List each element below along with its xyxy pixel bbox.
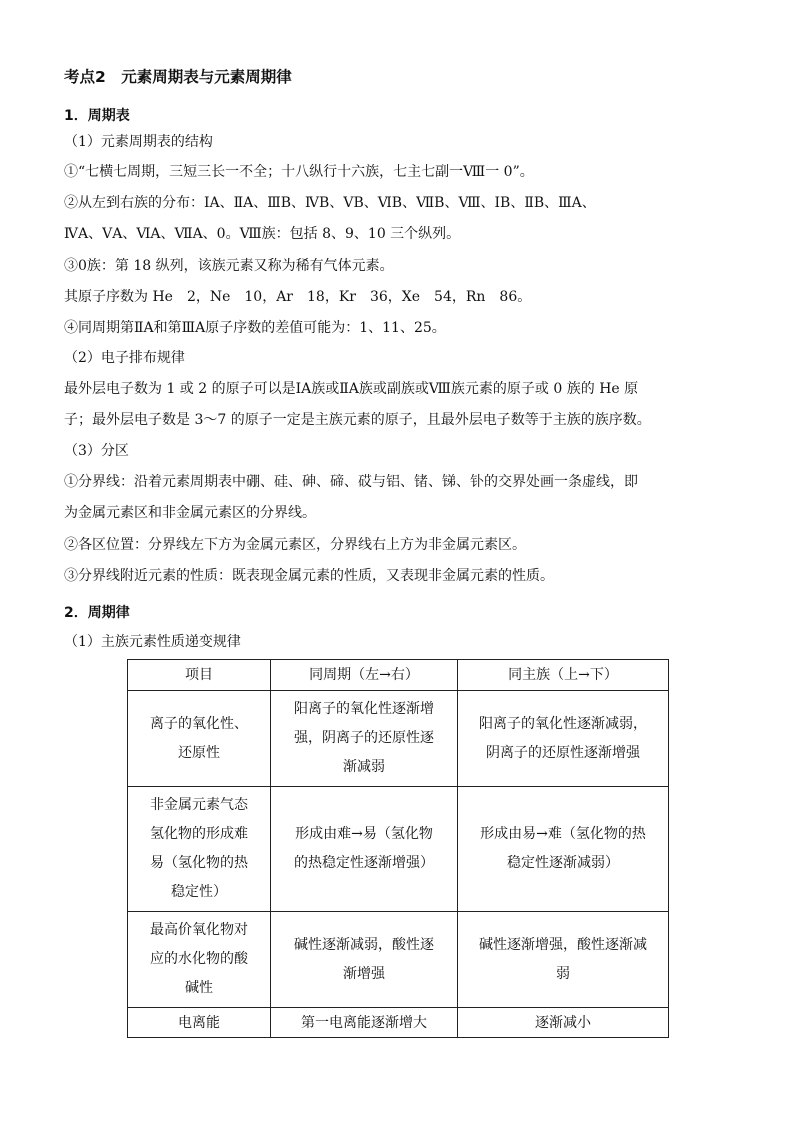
cell-period	[271, 691, 458, 787]
cell-line: 强，阴离子的还原性逐	[294, 730, 434, 746]
paragraph: ②从左到右族的分布：ⅠA、ⅡA、ⅢB、ⅣB、ⅤB、ⅥB、ⅦB、Ⅷ、ⅠB、ⅡB、ⅢA、	[64, 195, 596, 211]
cell-group	[458, 691, 669, 787]
heading-periodic-table: 1．周期表	[64, 108, 130, 124]
cell-item	[128, 1008, 271, 1038]
section-title: 考点2 元素周期表与元素周期律	[64, 68, 292, 86]
cell-line: 还原性	[178, 744, 220, 761]
cell-line: 离子的氧化性、	[150, 715, 248, 732]
cell-period	[271, 787, 458, 912]
cell-line: 碱性	[185, 980, 213, 996]
cell-item	[128, 912, 271, 1008]
paragraph: ③分界线附近元素的性质：既表现金属元素的性质，又表现非金属元素的性质。	[64, 568, 554, 584]
subheading-electron: （2）电子排布规律	[64, 350, 185, 366]
header-group: 同主族（上→下）	[458, 660, 669, 691]
cell-group	[458, 1008, 669, 1038]
cell-group	[458, 787, 669, 912]
cell-line: 第一电离能逐渐增大	[301, 1014, 427, 1031]
cell-line: 形成由难→易（氢化物	[295, 826, 433, 842]
subheading-zones: （3）分区	[64, 443, 129, 459]
paragraph: 子；最外层电子数是 3～7 的原子一定是主族元素的原子，且最外层电子数等于主族的族序数。	[64, 412, 651, 428]
cell-period	[271, 912, 458, 1008]
cell-line: 碱性逐渐减弱，酸性逐	[294, 936, 434, 953]
paragraph: ①“七横七周期，三短三长一不全；十八纵行十六族，七主七副一Ⅷ一 0”。	[64, 164, 534, 180]
table-row	[128, 1008, 669, 1038]
header-period: 同周期（左→右）	[271, 660, 458, 691]
table-row	[128, 691, 669, 787]
paragraph: ⅣA、ⅤA、ⅥA、ⅦA、0。Ⅷ族：包括 8、9、10 三个纵列。	[64, 226, 461, 242]
cell-line: 碱性逐渐增强，酸性逐渐减	[479, 936, 647, 953]
cell-line: 氢化物的形成难	[150, 826, 248, 842]
paragraph: ④同周期第ⅡA和第ⅢA原子序数的差值可能为：1、11、25。	[64, 320, 446, 336]
subheading-structure: （1）元素周期表的结构	[64, 134, 213, 150]
paragraph: 其原子序数为 He 2，Ne 10，Ar 18，Kr 36，Xe 54，Rn 86。	[64, 289, 532, 305]
cell-line: 非金属元素气态	[150, 797, 248, 813]
cell-line: 稳定性）	[171, 884, 227, 900]
cell-period	[271, 1008, 458, 1038]
cell-line: 应的水化物的酸	[150, 951, 248, 967]
cell-line: 渐增强	[343, 965, 385, 982]
cell-line: 阳离子的氧化性逐渐减弱，	[479, 715, 647, 732]
table-row	[128, 912, 669, 1008]
paragraph: ②各区位置：分界线左下方为金属元素区，分界线右上方为非金属元素区。	[64, 537, 526, 553]
cell-line: 逐渐减小	[535, 1014, 591, 1031]
cell-line: 稳定性逐渐减弱）	[507, 855, 619, 871]
cell-line: 阳离子的氧化性逐渐增	[294, 701, 434, 717]
header-item: 项目	[128, 660, 271, 691]
table-row	[128, 787, 669, 912]
cell-line: 易（氢化物的热	[150, 855, 248, 871]
subheading-trends: （1）主族元素性质递变规律	[64, 634, 241, 650]
cell-line: 阴离子的还原性逐渐增强	[486, 744, 640, 761]
cell-line: 渐减弱	[343, 759, 385, 775]
heading-periodic-law: 2．周期律	[64, 605, 130, 621]
paragraph: ③0族：第 18 纵列，该族元素又称为稀有气体元素。	[64, 258, 394, 274]
paragraph: 最外层电子数为 1 或 2 的原子可以是ⅠA族或ⅡA族或副族或Ⅷ族元素的原子或 0 族的 He 原	[64, 381, 639, 397]
cell-line: 弱	[556, 965, 570, 982]
cell-item	[128, 691, 271, 787]
cell-group	[458, 912, 669, 1008]
paragraph: 为金属元素区和非金属元素区的分界线。	[64, 505, 316, 521]
cell-line: 形成由易→难（氢化物的热	[480, 826, 646, 842]
cell-line: 最高价氧化物对	[150, 922, 248, 938]
trends-table	[127, 659, 669, 1038]
cell-line: 的热稳定性逐渐增强）	[294, 855, 434, 871]
cell-line: 电离能	[178, 1014, 220, 1031]
table-header-row	[128, 660, 669, 691]
paragraph: ①分界线：沿着元素周期表中硼、硅、砷、碲、砹与铝、锗、锑、钋的交界处画一条虚线，即	[64, 474, 638, 490]
cell-item	[128, 787, 271, 912]
